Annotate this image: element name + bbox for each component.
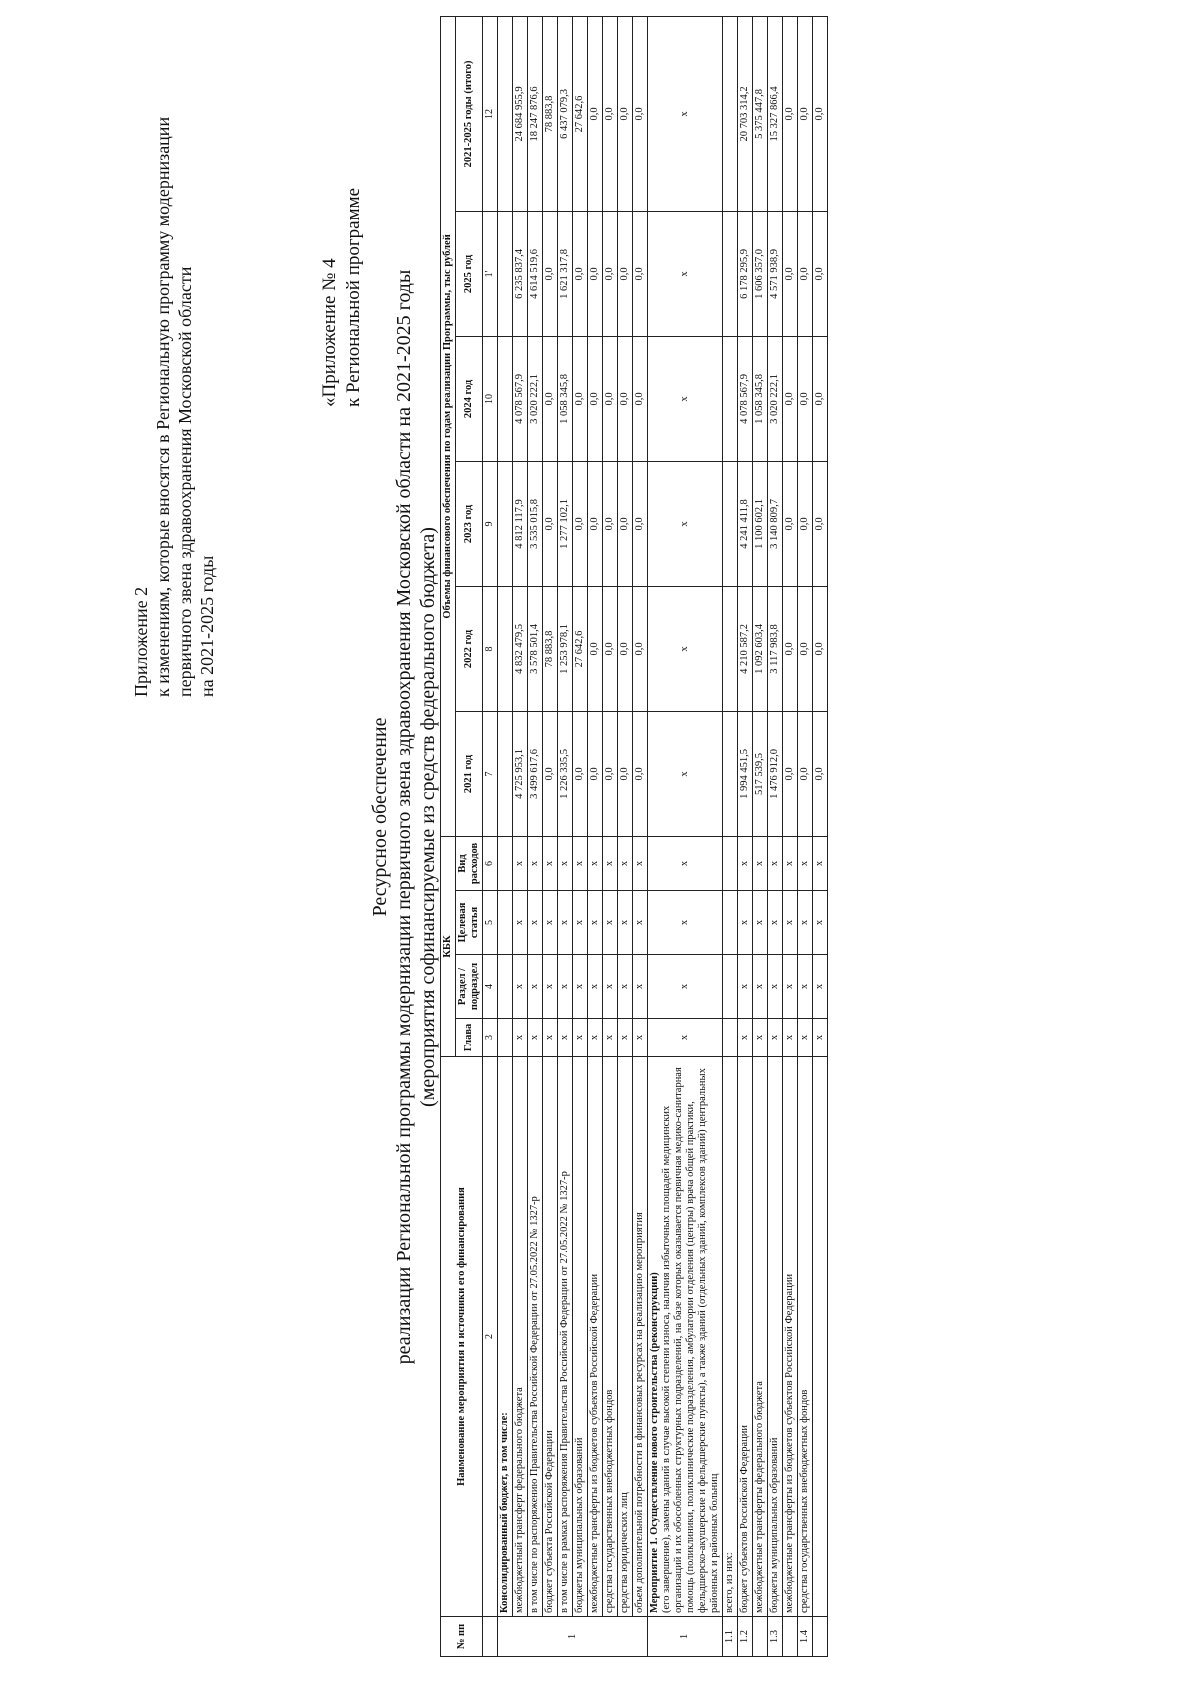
row-name: в том числе в рамках распоряжения Правительства Российской Федерации от 27.05.2022 № 1327-р [558, 1057, 573, 1617]
kbk-cell: x [798, 955, 813, 1019]
value-cell: 1 994 451,5 [738, 711, 753, 836]
row-name: бюджет субъекта Российской Федерации [543, 1057, 558, 1617]
row-number: 1 [648, 1617, 723, 1657]
value-cell: 0,0 [633, 211, 648, 336]
column-index: 3 [483, 1019, 498, 1057]
kbk-cell: x [768, 836, 783, 890]
table-row [798, 16, 813, 1656]
value-cell [498, 16, 513, 211]
kbk-cell: x [768, 955, 783, 1019]
value-cell: 0,0 [573, 211, 588, 336]
document-title [368, 0, 440, 1637]
value-cell: 0,0 [813, 16, 828, 211]
value-cell: 0,0 [798, 711, 813, 836]
value-cell: 4 078 567,9 [513, 336, 528, 461]
value-cell: 0,0 [618, 461, 633, 586]
row-number [783, 1617, 798, 1657]
value-cell [498, 336, 513, 461]
value-cell: 3 140 809,7 [768, 461, 783, 586]
value-cell: 0,0 [618, 586, 633, 711]
kbk-cell: x [798, 891, 813, 955]
kbk-cell: x [738, 891, 753, 955]
value-cell: 0,0 [633, 711, 648, 836]
value-cell: 0,0 [588, 711, 603, 836]
kbk-cell: x [618, 891, 633, 955]
kbk-cell: x [603, 836, 618, 890]
value-cell: 6 437 079,3 [558, 16, 573, 211]
value-cell: 6 178 295,9 [738, 211, 753, 336]
value-cell: 4 725 953,1 [513, 711, 528, 836]
column-index [483, 1617, 498, 1657]
col-header-2023: 2023 год [456, 461, 483, 586]
kbk-cell: x [558, 955, 573, 1019]
value-cell: 0,0 [603, 336, 618, 461]
column-index: 12 [483, 16, 498, 211]
kbk-cell: x [573, 891, 588, 955]
value-cell [723, 711, 738, 836]
col-header-num: № пп [441, 1617, 483, 1657]
table-row [543, 16, 558, 1656]
value-cell [723, 586, 738, 711]
row-name: межбюджетный трансферт федерального бюджета [513, 1057, 528, 1617]
kbk-cell: x [768, 1019, 783, 1057]
value-cell: 1 253 978,1 [558, 586, 573, 711]
table-row [558, 16, 573, 1656]
kbk-cell: x [573, 836, 588, 890]
table-body [498, 16, 828, 1656]
row-name: всего, из них: [723, 1057, 738, 1617]
row-number [813, 1617, 828, 1657]
value-cell: 0,0 [543, 711, 558, 836]
value-cell: 3 499 617,6 [528, 711, 543, 836]
table-row [723, 16, 738, 1656]
value-cell: 0,0 [588, 586, 603, 711]
row-name: средства государственных внебюджетных фондов [603, 1057, 618, 1617]
value-cell: 1 058 345,8 [558, 336, 573, 461]
value-cell: 27 642,6 [573, 16, 588, 211]
value-cell [723, 461, 738, 586]
col-header-name: Наименование мероприятия и источники его финансирования [441, 1057, 483, 1617]
col-header-total: 2021-2025 годы (итого) [456, 16, 483, 211]
value-cell: 4 241 411,8 [738, 461, 753, 586]
value-cell: 0,0 [543, 461, 558, 586]
table-row [783, 16, 798, 1656]
row-name: в том числе по распоряжению Правительства Российской Федерации от 27.05.2022 № 1327-р [528, 1057, 543, 1617]
kbk-cell: x [813, 891, 828, 955]
kbk-cell: x [753, 1019, 768, 1057]
value-cell: 78 883,8 [543, 586, 558, 711]
row-name: межбюджетные трансферты из бюджетов субъектов Российской Федерации [783, 1057, 798, 1617]
kbk-cell: x [528, 955, 543, 1019]
title-line: реализации Региональной программы модернизации первичного звена здравоохранения Московской области на 2021-2025 годы [393, 269, 415, 1365]
col-header-2025: 2025 год [456, 211, 483, 336]
value-cell: 0,0 [798, 16, 813, 211]
table-row [573, 16, 588, 1656]
row-name: Консолидированный бюджет, в том числе: [498, 1057, 513, 1617]
row-name: межбюджетные трансферты из бюджетов субъектов Российской Федерации [588, 1057, 603, 1617]
value-cell: x [648, 586, 723, 711]
value-cell: 0,0 [813, 586, 828, 711]
kbk-cell [723, 891, 738, 955]
value-cell: 0,0 [813, 211, 828, 336]
value-cell: x [648, 711, 723, 836]
table-row [753, 16, 768, 1656]
value-cell: 20 703 314,2 [738, 16, 753, 211]
column-index-row [483, 16, 498, 1656]
value-cell: 24 684 955,9 [513, 16, 528, 211]
value-cell: 0,0 [798, 211, 813, 336]
kbk-cell: x [588, 1019, 603, 1057]
appendix2-line: Приложение 2 [131, 586, 151, 697]
value-cell: 0,0 [798, 461, 813, 586]
row-name: бюджеты муниципальных образований [573, 1057, 588, 1617]
value-cell [723, 16, 738, 211]
row-name: межбюджетные трансферты федерального бюджета [753, 1057, 768, 1617]
value-cell [498, 711, 513, 836]
value-cell: 4 812 117,9 [513, 461, 528, 586]
kbk-cell: x [528, 1019, 543, 1057]
value-cell: 4 078 567,9 [738, 336, 753, 461]
row-name: бюджет субъектов Российской Федерации [738, 1057, 753, 1617]
value-cell: 0,0 [573, 461, 588, 586]
kbk-cell: x [648, 891, 723, 955]
value-cell: 517 539,5 [753, 711, 768, 836]
value-cell: 0,0 [543, 336, 558, 461]
appendix4-header [318, 77, 366, 407]
value-cell: 1 058 345,8 [753, 336, 768, 461]
value-cell: 3 578 501,4 [528, 586, 543, 711]
row-number: 1 [498, 1617, 648, 1657]
value-cell: 0,0 [813, 336, 828, 461]
kbk-cell: x [543, 1019, 558, 1057]
kbk-cell: x [813, 836, 828, 890]
value-cell: 0,0 [603, 461, 618, 586]
kbk-cell: x [633, 836, 648, 890]
kbk-cell: x [813, 955, 828, 1019]
appendix2-line: первичного звена здравоохранения Московской области [175, 266, 195, 697]
value-cell: 1 621 317,8 [558, 211, 573, 336]
table-row [528, 16, 543, 1656]
kbk-cell: x [798, 1019, 813, 1057]
row-number: 1.4 [798, 1617, 813, 1657]
value-cell: 0,0 [618, 16, 633, 211]
row-number: 1.3 [768, 1617, 783, 1657]
title-line: (мероприятия софинансируемые из средств федерального бюджета) [417, 527, 439, 1107]
kbk-cell: x [618, 1019, 633, 1057]
value-cell: 5 375 447,8 [753, 16, 768, 211]
kbk-cell [723, 836, 738, 890]
kbk-cell: x [558, 836, 573, 890]
col-header-razdel: Раздел / подраздел [456, 955, 483, 1019]
kbk-cell: x [738, 836, 753, 890]
kbk-cell: x [573, 1019, 588, 1057]
appendix4-line: «Приложение № 4 [319, 258, 340, 407]
finance-table-wrapper [440, 17, 828, 1657]
kbk-cell: x [603, 1019, 618, 1057]
value-cell: 0,0 [588, 461, 603, 586]
kbk-cell: x [588, 891, 603, 955]
table-row [648, 16, 723, 1656]
value-cell: 3 117 983,8 [768, 586, 783, 711]
kbk-cell: x [618, 836, 633, 890]
kbk-cell: x [558, 1019, 573, 1057]
appendix4-line: к Региональной программе [343, 187, 364, 407]
table-row [618, 16, 633, 1656]
table-row [768, 16, 783, 1656]
column-index: 5 [483, 891, 498, 955]
kbk-cell: x [528, 836, 543, 890]
column-index: 9 [483, 461, 498, 586]
value-cell: 3 020 222,1 [768, 336, 783, 461]
value-cell: 0,0 [783, 586, 798, 711]
col-header-volumes: Объемы финансового обеспечения по годам реализации Программы, тыс рублей [441, 16, 456, 836]
table-row [588, 16, 603, 1656]
kbk-cell: x [783, 955, 798, 1019]
value-cell: 0,0 [543, 211, 558, 336]
value-cell: x [648, 16, 723, 211]
value-cell: 0,0 [618, 211, 633, 336]
kbk-cell [498, 955, 513, 1019]
kbk-cell: x [753, 891, 768, 955]
column-index: 10 [483, 336, 498, 461]
value-cell [498, 461, 513, 586]
value-cell: 1 100 602,1 [753, 461, 768, 586]
header-row [441, 16, 456, 1656]
value-cell: 0,0 [603, 586, 618, 711]
kbk-cell: x [798, 836, 813, 890]
kbk-cell: x [513, 836, 528, 890]
value-cell: 0,0 [573, 711, 588, 836]
kbk-cell: x [528, 891, 543, 955]
appendix2-header [130, 97, 218, 697]
value-cell: 27 642,6 [573, 586, 588, 711]
kbk-cell: x [543, 955, 558, 1019]
value-cell: 1 092 603,4 [753, 586, 768, 711]
kbk-cell: x [753, 955, 768, 1019]
kbk-cell [723, 955, 738, 1019]
value-cell: 0,0 [603, 711, 618, 836]
column-index: 1' [483, 211, 498, 336]
row-name: средства юридических лиц [618, 1057, 633, 1617]
value-cell: 4 571 938,9 [768, 211, 783, 336]
col-header-vid: Вид расходов [456, 836, 483, 890]
value-cell: 0,0 [633, 586, 648, 711]
kbk-cell: x [783, 891, 798, 955]
value-cell: 0,0 [633, 461, 648, 586]
value-cell: 1 606 357,0 [753, 211, 768, 336]
kbk-cell: x [513, 1019, 528, 1057]
value-cell: 0,0 [603, 16, 618, 211]
kbk-cell: x [633, 955, 648, 1019]
value-cell: 4 832 479,5 [513, 586, 528, 711]
kbk-cell: x [633, 891, 648, 955]
value-cell: 0,0 [618, 336, 633, 461]
kbk-cell: x [633, 1019, 648, 1057]
kbk-cell: x [753, 836, 768, 890]
col-header-2024: 2024 год [456, 336, 483, 461]
table-row [603, 16, 618, 1656]
row-name: бюджеты муниципальных образований [768, 1057, 783, 1617]
kbk-cell [498, 1019, 513, 1057]
measure-title: Мероприятие 1. Осуществление нового строительства (реконструкции) [649, 1272, 660, 1613]
kbk-cell: x [648, 955, 723, 1019]
value-cell: 0,0 [588, 16, 603, 211]
value-cell: x [648, 211, 723, 336]
table-row [498, 16, 513, 1656]
value-cell: 15 327 866,4 [768, 16, 783, 211]
value-cell: 0,0 [798, 336, 813, 461]
title-line: Ресурсное обеспечение [369, 717, 391, 917]
kbk-cell: x [588, 836, 603, 890]
table-row [633, 16, 648, 1656]
kbk-cell [498, 891, 513, 955]
kbk-cell: x [543, 891, 558, 955]
value-cell [498, 211, 513, 336]
column-index: 6 [483, 836, 498, 890]
measure-description: (его завершение), замены зданий в случае высокой степени износа, наличия избыточных площадей медицинских организаций и их обособленных структурных подразделений, на базе которых оказывается первичная медико-санитарная помощь (поликлиники, поликлинические подразделения, амбулатории отделения (центры) врача общей практики, фельдшерско-акушерские и фельдшерские пункты), а также зданий (отдельных зданий, комплексов зданий) центральных районных и районных больниц [661, 1067, 720, 1613]
col-header-kbk: КБК [441, 836, 456, 1056]
kbk-cell: x [648, 836, 723, 890]
kbk-cell: x [543, 836, 558, 890]
value-cell: 0,0 [783, 16, 798, 211]
value-cell: 0,0 [573, 336, 588, 461]
column-index: 8 [483, 586, 498, 711]
col-header-celevaya: Целевая статья [456, 891, 483, 955]
column-index: 7 [483, 711, 498, 836]
value-cell: 0,0 [798, 586, 813, 711]
kbk-cell: x [813, 1019, 828, 1057]
kbk-cell: x [648, 1019, 723, 1057]
value-cell [723, 336, 738, 461]
value-cell: 0,0 [588, 211, 603, 336]
kbk-cell: x [588, 955, 603, 1019]
kbk-cell: x [618, 955, 633, 1019]
kbk-cell [498, 836, 513, 890]
row-number: 1.1 [723, 1617, 738, 1657]
row-name: объем дополнительной потребности в финансовых ресурсах на реализацию мероприятия [633, 1057, 648, 1617]
value-cell: 0,0 [813, 461, 828, 586]
row-name [648, 1057, 723, 1617]
col-header-2022: 2022 год [456, 586, 483, 711]
value-cell: 18 247 876,6 [528, 16, 543, 211]
col-header-2021: 2021 год [456, 711, 483, 836]
column-index: 4 [483, 955, 498, 1019]
kbk-cell: x [573, 955, 588, 1019]
table-row [738, 16, 753, 1656]
kbk-cell: x [783, 1019, 798, 1057]
kbk-cell: x [603, 891, 618, 955]
value-cell [723, 211, 738, 336]
kbk-cell: x [738, 1019, 753, 1057]
row-name: средства государственных внебюджетных фондов [798, 1057, 813, 1617]
value-cell: x [648, 336, 723, 461]
appendix2-line: к изменениям, которые вносятся в Региональную программу модернизации [153, 116, 173, 697]
value-cell: 3 020 222,1 [528, 336, 543, 461]
kbk-cell: x [513, 891, 528, 955]
value-cell: 0,0 [618, 711, 633, 836]
value-cell: 0,0 [783, 211, 798, 336]
row-name [813, 1057, 828, 1617]
kbk-cell: x [783, 836, 798, 890]
value-cell: 6 235 837,4 [513, 211, 528, 336]
kbk-cell: x [768, 891, 783, 955]
value-cell: 0,0 [633, 16, 648, 211]
value-cell: 0,0 [813, 711, 828, 836]
kbk-cell: x [558, 891, 573, 955]
kbk-cell: x [603, 955, 618, 1019]
kbk-cell: x [738, 955, 753, 1019]
value-cell: 78 883,8 [543, 16, 558, 211]
value-cell: 0,0 [783, 461, 798, 586]
table-row [813, 16, 828, 1656]
table-row [513, 16, 528, 1656]
value-cell: 1 277 102,1 [558, 461, 573, 586]
column-index: 2 [483, 1057, 498, 1617]
value-cell: 0,0 [588, 336, 603, 461]
col-header-glava: Глава [456, 1019, 483, 1057]
value-cell: 1 226 335,5 [558, 711, 573, 836]
value-cell: 4 210 587,2 [738, 586, 753, 711]
value-cell: 3 535 015,8 [528, 461, 543, 586]
kbk-cell: x [513, 955, 528, 1019]
row-number: 1.2 [738, 1617, 753, 1657]
value-cell: 0,0 [603, 211, 618, 336]
finance-table [440, 16, 828, 1657]
value-cell: 1 476 912,0 [768, 711, 783, 836]
value-cell: 0,0 [783, 711, 798, 836]
value-cell [498, 586, 513, 711]
value-cell: 0,0 [633, 336, 648, 461]
value-cell: x [648, 461, 723, 586]
appendix2-line: на 2021-2025 годы [197, 555, 217, 697]
row-number [753, 1617, 768, 1657]
value-cell: 4 614 519,6 [528, 211, 543, 336]
value-cell: 0,0 [783, 336, 798, 461]
kbk-cell [723, 1019, 738, 1057]
